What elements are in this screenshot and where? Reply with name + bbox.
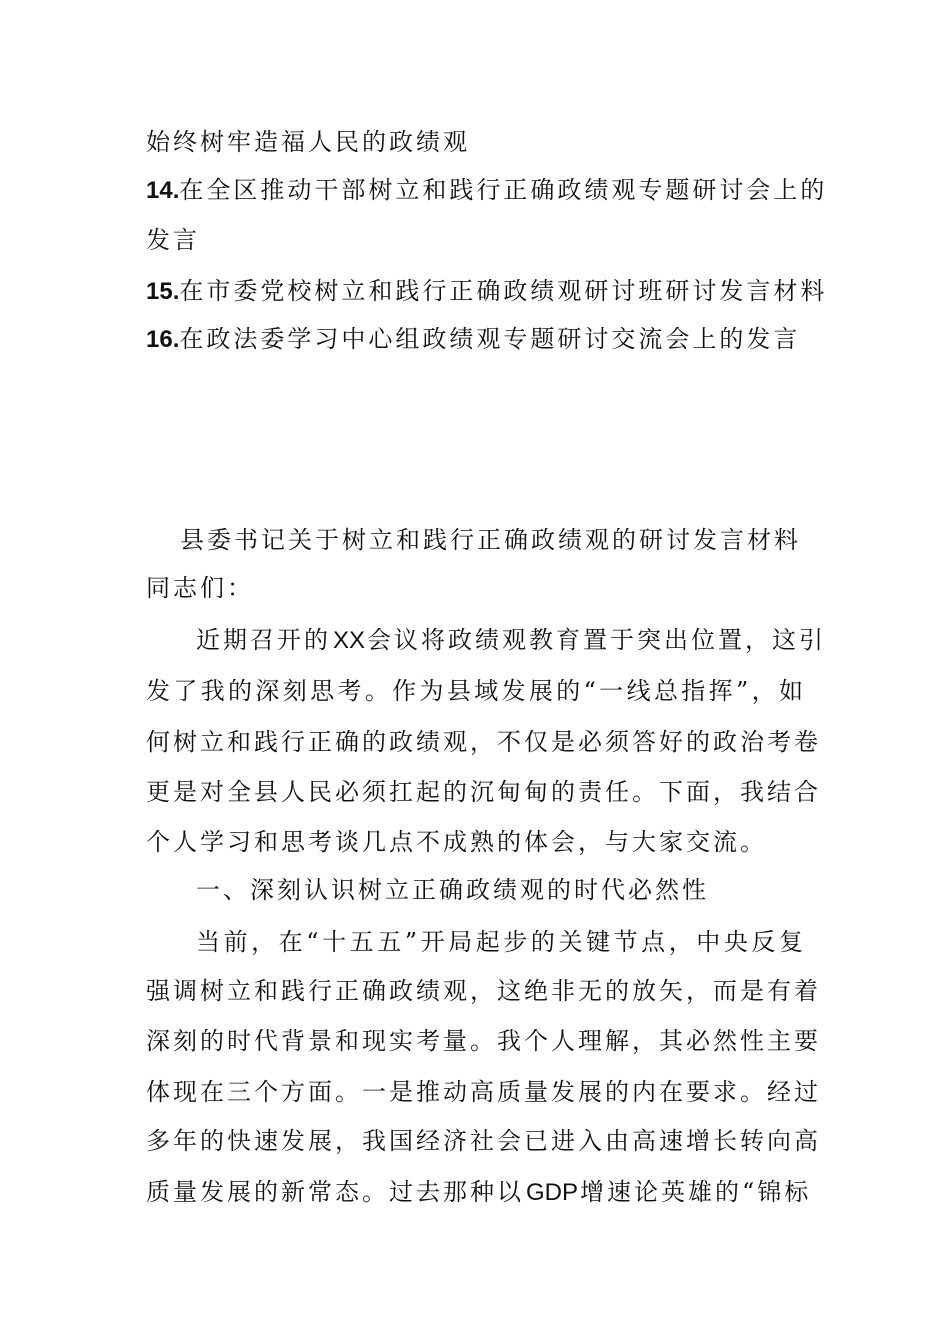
toc-item-13-continuation: 始终树牢造福人民的政绩观 [146,128,470,156]
paragraph-1-line-2: 发了我的深刻思考。作为县域发展的“一线总指挥”，如 [146,677,806,705]
meeting-placeholder: XX [333,627,366,654]
toc-item-14 [146,174,828,207]
paragraph-1-line-1: 近期召开的XX会议将政绩观教育置于突出位置，这引 [196,626,827,654]
paragraph-2-line-4: 体现在三个方面。一是推动高质量发展的内在要求。经过 [146,1078,821,1106]
article-title: 县委书记关于树立和践行正确政绩观的研讨发言材料 [180,526,801,554]
paragraph-2-line-6: 质量发展的新常态。过去那种以GDP增速论英雄的“锦标 [146,1178,812,1206]
salutation: 同志们： [146,574,254,602]
toc-item-15-number: 15. [146,278,180,305]
toc-item-16-text: 在政法委学习中心组政绩观专题研讨交流会上的发言 [179,325,801,353]
paragraph-2-line-2: 强调树立和践行正确政绩观，这绝非无的放矢，而是有着 [146,977,821,1005]
paragraph-2-line-3: 深刻的时代背景和现实考量。我个人理解，其必然性主要 [146,1027,821,1055]
toc-item-14-text: 在全区推动干部树立和践行正确政绩观专题研讨会上的 [179,176,828,204]
toc-item-16-number: 16. [146,326,180,353]
paragraph-1-line-3: 何树立和践行正确的政绩观，不仅是必须答好的政治考卷 [146,728,821,756]
toc-item-14-continuation: 发言 [146,226,200,254]
toc-item-15 [146,275,828,308]
gdp-term: GDP [526,1179,579,1206]
section-heading-1: 一、深刻认识树立正确政绩观的时代必然性 [196,876,709,904]
toc-item-15-text: 在市委党校树立和践行正确政绩观研讨班研讨发言材料 [179,277,828,305]
toc-item-14-number: 14. [146,177,180,204]
paragraph-1-line-4: 更是对全县人民必须扛起的沉甸甸的责任。下面，我结合 [146,778,821,806]
paragraph-2-line-1: 当前，在“十五五”开局起步的关键节点，中央反复 [196,928,806,956]
paragraph-1-line-5: 个人学习和思考谈几点不成熟的体会，与大家交流。 [146,828,767,856]
paragraph-2-line-5: 多年的快速发展，我国经济社会已进入由高速增长转向高 [146,1127,821,1155]
toc-item-16 [146,323,800,356]
